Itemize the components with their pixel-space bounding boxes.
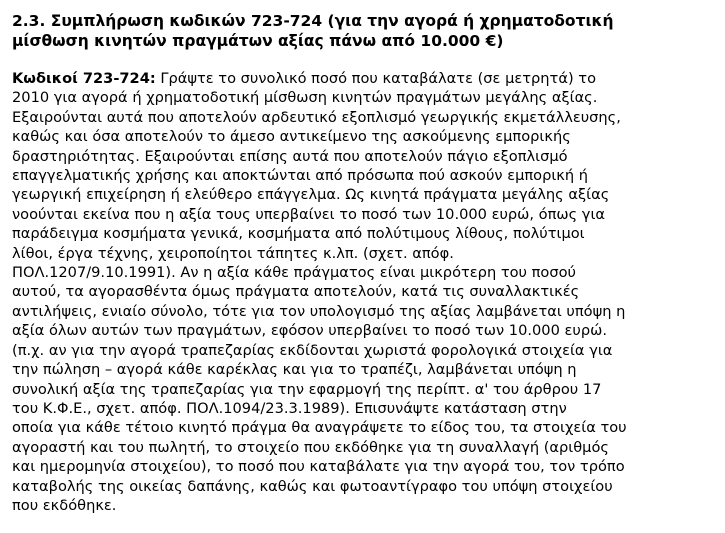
heading-line-2: μίσθωση κινητών πραγμάτων αξίας πάνω από 10.000 €)	[12, 32, 504, 50]
document-page	[12, 11, 717, 515]
body-line: γεωργική επιχείρηση ή ελεύθερο επάγγελμα. Ως κινητά πράγματα μεγάλης αξίας	[12, 186, 610, 204]
body-line: παράδειγμα κοσμήματα γενικά, κοσμήματα από πολύτιμους λίθους, πολύτιμοι	[12, 225, 585, 243]
body-line: δραστηριότητας. Εξαιρούνται επίσης αυτά που αποτελούν πάγιο εξοπλισμό	[12, 147, 568, 165]
body-line: (π.χ. αν για την αγορά τραπεζαρίας εκδίδονται χωριστά φορολογικά στοιχεία για	[12, 341, 613, 359]
body-line: αυτού, τα αγορασθέντα όμως πράγματα αποτελούν, κατά τις συναλλακτικές	[12, 283, 580, 301]
body-paragraph	[12, 69, 717, 515]
body-line: συνολική αξία της τραπεζαρίας για την εφαρμογή της περίπτ. α' του άρθρου 17	[12, 380, 602, 398]
body-line: καθώς και όσα αποτελούν το άμεσο αντικείμενο της ασκούμενης εμπορικής	[12, 128, 571, 146]
body-line: νοούνται εκείνα που η αξία τους υπερβαίνει το ποσό των 10.000 ευρώ, όπως για	[12, 205, 606, 223]
body-line: Εξαιρούνται αυτά που αποτελούν αρδευτικό εξοπλισμό γεωργικής εκμετάλλευσης,	[12, 108, 621, 126]
body-line: 2010 για αγορά ή χρηματοδοτική μίσθωση κινητών πραγμάτων μεγάλης αξίας.	[12, 89, 598, 107]
body-line: αξία όλων αυτών των πραγμάτων, εφόσον υπερβαίνει το ποσό των 10.000 ευρώ.	[12, 322, 607, 340]
body-line: οποία για κάθε τέτοιο κινητό πράγμα θα αναγράψετε το είδος του, τα στοιχεία του	[12, 419, 627, 437]
body-line: ΠΟΛ.1207/9.10.1991). Αν η αξία κάθε πράγματος είναι μικρότερη του ποσού	[12, 264, 576, 282]
heading-line-1: 2.3. Συμπλήρωση κωδικών 723-724 (για την αγορά ή χρηματοδοτική	[12, 12, 614, 30]
body-line: καταβολής της οικείας δαπάνης, καθώς και φωτοαντίγραφο του υπόψη στοιχείου	[12, 477, 613, 495]
section-heading	[12, 11, 717, 51]
body-line: επαγγελματικής χρήσης και αποκτώνται από πρόσωπα πού ασκούν εμπορική ή	[12, 167, 589, 185]
body-line: την πώληση – αγορά κάθε καρέκλας και για το τραπέζι, λαμβάνεται υπόψη η	[12, 361, 577, 379]
body-line: του Κ.Φ.Ε., σχετ. απόφ. ΠΟΛ.1094/23.3.1989). Επισυνάψτε κατάσταση στην	[12, 399, 567, 417]
body-line: που εκδόθηκε.	[12, 496, 117, 514]
body-line-1-text: Γράψτε το συνολικό ποσό που καταβάλατε (σε μετρητά) το	[155, 70, 597, 87]
body-line: αντιλήψεις, ενιαίο σύνολο, τότε για τον υπολογισμό της αξίας λαμβάνεται υπόψη η	[12, 302, 626, 320]
body-line: αγοραστή και του πωλητή, το στοιχείο που εκδόθηκε για τη συναλλαγή (αριθμός	[12, 438, 609, 456]
body-line-1	[12, 69, 717, 88]
body-line: λίθοι, έργα τέχνης, χειροποίητοι τάπητες κ.λπ. (σχετ. απόφ.	[12, 244, 454, 262]
body-line: και ημερομηνία στοιχείου), το ποσό που καταβάλατε για την αγορά του, τον τρόπο	[12, 458, 625, 476]
codes-label: Κωδικοί 723-724:	[12, 70, 156, 87]
